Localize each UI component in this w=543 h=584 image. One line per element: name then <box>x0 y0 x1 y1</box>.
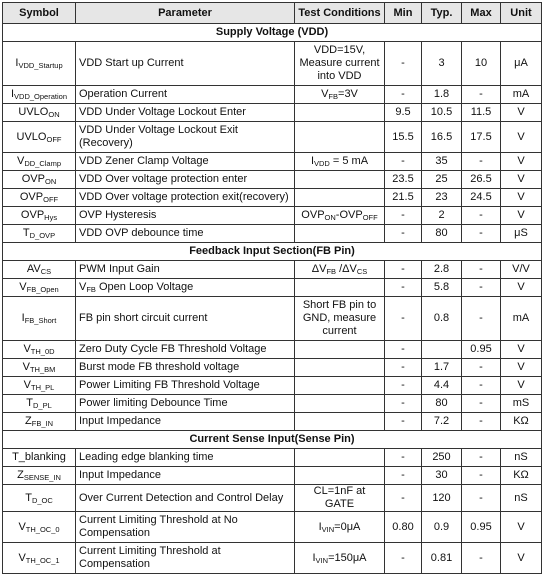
min-cell: - <box>385 543 422 574</box>
condition-cell: CL=1nF at GATE <box>295 485 385 512</box>
unit-cell: V <box>501 543 542 574</box>
typ-cell: 25 <box>422 171 462 189</box>
min-cell: - <box>385 261 422 279</box>
parameter-cell: VDD OVP debounce time <box>76 225 295 243</box>
typ-cell: 3 <box>422 42 462 86</box>
parameter-cell: VDD Zener Clamp Voltage <box>76 153 295 171</box>
table-row <box>3 543 542 574</box>
symbol-subscript: D_OC <box>31 495 53 505</box>
table-row <box>3 122 542 153</box>
condition-cell <box>295 395 385 413</box>
table-row <box>3 86 542 104</box>
electrical-characteristics-table <box>2 2 542 574</box>
symbol-subscript: TH_OC_0 <box>25 524 60 534</box>
parameter-cell: $V_{FB}$ Open Loop Voltage <box>76 279 295 297</box>
typ-cell: 0.9 <box>422 512 462 543</box>
min-cell: - <box>385 153 422 171</box>
symbol-subscript: TH_PL <box>31 383 55 392</box>
parameter-cell: Over Current Detection and Control Delay <box>76 485 295 512</box>
symbol-cell: $V_{DD\_Clamp}$ <box>3 153 76 171</box>
symbol-subscript: OFF <box>46 134 62 144</box>
parameter-cell: VDD Over voltage protection exit(recovery) <box>76 189 295 207</box>
min-cell: 9.5 <box>385 104 422 122</box>
table-row <box>3 467 542 485</box>
typ-cell: 35 <box>422 153 462 171</box>
symbol-subscript: OFF <box>43 195 59 204</box>
symbol-cell: $Z_{FB\_IN}$ <box>3 413 76 431</box>
typ-cell: 120 <box>422 485 462 512</box>
table-row <box>3 395 542 413</box>
min-cell: - <box>385 467 422 485</box>
condition-cell <box>295 377 385 395</box>
table-row <box>3 42 542 86</box>
condition-cell <box>295 341 385 359</box>
parameter-cell: Power limiting Debounce Time <box>76 395 295 413</box>
header-test-conditions: Test Conditions <box>295 3 385 24</box>
symbol-cell: $V_{TH\_OC\_1}$ <box>3 543 76 574</box>
min-cell: - <box>385 297 422 341</box>
subscript: ON <box>324 213 336 222</box>
symbol-subscript: VDD_Operation <box>14 92 67 101</box>
min-cell: - <box>385 279 422 297</box>
unit-cell: nS <box>501 449 542 467</box>
subscript: FB <box>86 285 96 294</box>
min-cell: - <box>385 207 422 225</box>
parameter-cell: Current Limiting Threshold at No Compensation <box>76 512 295 543</box>
symbol-cell: $AV_{CS}$ <box>3 261 76 279</box>
condition-cell: $\Delta V_{FB}$ $/\Delta V_{CS}$ <box>295 261 385 279</box>
subscript: FB <box>326 267 337 276</box>
min-cell: 23.5 <box>385 171 422 189</box>
max-cell: - <box>462 543 501 574</box>
symbol-subscript: TH_0D <box>30 347 55 356</box>
min-cell: 0.80 <box>385 512 422 543</box>
unit-cell: V <box>501 279 542 297</box>
max-cell: - <box>462 207 501 225</box>
max-cell: - <box>462 467 501 485</box>
table-row <box>3 171 542 189</box>
unit-cell: V <box>501 207 542 225</box>
symbol-subscript: TH_OC_1 <box>25 555 60 565</box>
typ-cell: 5.8 <box>422 279 462 297</box>
min-cell: - <box>385 341 422 359</box>
unit-cell: KΩ <box>501 413 542 431</box>
condition-cell: $I_{VDD} = 5$ mA <box>295 153 385 171</box>
parameter-cell: VDD Under Voltage Lockout Enter <box>76 104 295 122</box>
parameter-cell: PWM Input Gain <box>76 261 295 279</box>
max-cell: - <box>462 395 501 413</box>
parameter-cell: Input Impedance <box>76 413 295 431</box>
table-row <box>3 512 542 543</box>
min-cell: - <box>385 225 422 243</box>
header-row <box>3 3 542 24</box>
unit-cell: V <box>501 189 542 207</box>
table-body <box>3 24 542 574</box>
condition-cell: $V_{FB}=3V$ <box>295 86 385 104</box>
symbol-subscript: TH_BM <box>29 365 56 374</box>
symbol-cell: $V_{TH\_0D}$ <box>3 341 76 359</box>
min-cell: 21.5 <box>385 189 422 207</box>
max-cell: - <box>462 86 501 104</box>
table-row <box>3 449 542 467</box>
subscript: VDD <box>314 159 330 168</box>
symbol-cell: $I_{VDD\_Operation}$ <box>3 86 76 104</box>
symbol-cell: $OVP_{OFF}$ <box>3 189 76 207</box>
unit-cell: V/V <box>501 261 542 279</box>
unit-cell: nS <box>501 485 542 512</box>
typ-cell <box>422 341 462 359</box>
condition-cell: Short FB pin to GND, measure current <box>295 297 385 341</box>
header-unit: Unit <box>501 3 542 24</box>
typ-cell: 16.5 <box>422 122 462 153</box>
max-cell: - <box>462 279 501 297</box>
symbol-cell: T_blanking <box>3 449 76 467</box>
condition-cell <box>295 359 385 377</box>
table-row <box>3 485 542 512</box>
table-row <box>3 104 542 122</box>
parameter-cell: Burst mode FB threshold voltage <box>76 359 295 377</box>
condition-cell: $I_{VIN}=150\mu A$ <box>295 543 385 574</box>
condition-cell <box>295 189 385 207</box>
min-cell: - <box>385 42 422 86</box>
typ-cell: 1.8 <box>422 86 462 104</box>
condition-cell <box>295 449 385 467</box>
symbol-cell: $T_{D\_OVP}$ <box>3 225 76 243</box>
parameter-cell: FB pin short circuit current <box>76 297 295 341</box>
symbol-subscript: D_OVP <box>29 231 56 240</box>
subscript: VIN <box>315 555 329 565</box>
max-cell: - <box>462 413 501 431</box>
header-typ: Typ. <box>422 3 462 24</box>
condition-cell <box>295 171 385 189</box>
section-row <box>3 431 542 449</box>
min-cell: - <box>385 377 422 395</box>
max-cell: - <box>462 449 501 467</box>
symbol-cell: $V_{TH\_BM}$ <box>3 359 76 377</box>
symbol-subscript: FB_Short <box>24 316 57 325</box>
max-cell: - <box>462 153 501 171</box>
typ-cell: 7.2 <box>422 413 462 431</box>
symbol-subscript: DD_Clamp <box>24 159 62 168</box>
max-cell: - <box>462 377 501 395</box>
symbol-cell: $OVP_{Hys}$ <box>3 207 76 225</box>
typ-cell: 0.8 <box>422 297 462 341</box>
section-title: Supply Voltage (VDD) <box>3 24 542 42</box>
min-cell: - <box>385 413 422 431</box>
min-cell: 15.5 <box>385 122 422 153</box>
parameter-cell: Input Impedance <box>76 467 295 485</box>
min-cell: - <box>385 359 422 377</box>
symbol-subscript: VDD_Startup <box>18 61 63 70</box>
condition-cell: VDD=15V, Measure current into VDD <box>295 42 385 86</box>
condition-cell: $I_{VIN}=0\mu A$ <box>295 512 385 543</box>
unit-cell: V <box>501 122 542 153</box>
condition-cell <box>295 122 385 153</box>
condition-cell <box>295 104 385 122</box>
symbol-subscript: ON <box>44 177 57 186</box>
parameter-cell: Operation Current <box>76 86 295 104</box>
symbol-subscript: D_PL <box>32 401 52 410</box>
subscript: OFF <box>362 213 378 222</box>
min-cell: - <box>385 86 422 104</box>
table-row <box>3 377 542 395</box>
table-row <box>3 207 542 225</box>
symbol-cell: $UVLO_{ON}$ <box>3 104 76 122</box>
unit-cell: V <box>501 341 542 359</box>
min-cell: - <box>385 485 422 512</box>
table-row <box>3 225 542 243</box>
parameter-cell: Zero Duty Cycle FB Threshold Voltage <box>76 341 295 359</box>
unit-cell: mS <box>501 395 542 413</box>
typ-cell: 10.5 <box>422 104 462 122</box>
header-parameter: Parameter <box>76 3 295 24</box>
symbol-cell: $T_{D\_OC}$ <box>3 485 76 512</box>
max-cell: 26.5 <box>462 171 501 189</box>
header-min: Min <box>385 3 422 24</box>
subscript: CS <box>356 267 368 276</box>
parameter-cell: VDD Start up Current <box>76 42 295 86</box>
parameter-cell: VDD Over voltage protection enter <box>76 171 295 189</box>
max-cell: 0.95 <box>462 341 501 359</box>
unit-cell: KΩ <box>501 467 542 485</box>
unit-cell: mA <box>501 297 542 341</box>
symbol-subscript: FB_IN <box>31 419 53 428</box>
max-cell: - <box>462 485 501 512</box>
table-row <box>3 359 542 377</box>
symbol-subscript: CS <box>40 267 52 276</box>
typ-cell: 30 <box>422 467 462 485</box>
symbol-subscript: SENSE_IN <box>23 473 61 482</box>
max-cell: 17.5 <box>462 122 501 153</box>
parameter-cell: Power Limiting FB Threshold Voltage <box>76 377 295 395</box>
condition-cell: $OVP_{ON}-OVP_{OFF}$ <box>295 207 385 225</box>
table-row <box>3 297 542 341</box>
max-cell: 24.5 <box>462 189 501 207</box>
parameter-cell: Current Limiting Threshold at Compensation <box>76 543 295 574</box>
typ-cell: 2.8 <box>422 261 462 279</box>
unit-cell: mA <box>501 86 542 104</box>
max-cell: - <box>462 297 501 341</box>
typ-cell: 250 <box>422 449 462 467</box>
typ-cell: 80 <box>422 395 462 413</box>
parameter-cell: OVP Hysteresis <box>76 207 295 225</box>
max-cell: 11.5 <box>462 104 501 122</box>
condition-cell <box>295 279 385 297</box>
max-cell: - <box>462 359 501 377</box>
max-cell: - <box>462 225 501 243</box>
table-row <box>3 153 542 171</box>
parameter-cell: VDD Under Voltage Lockout Exit (Recovery) <box>76 122 295 153</box>
symbol-cell: $I_{VDD\_Startup}$ <box>3 42 76 86</box>
symbol-subscript: Hys <box>44 213 58 222</box>
typ-cell: 4.4 <box>422 377 462 395</box>
unit-cell: V <box>501 171 542 189</box>
typ-cell: 23 <box>422 189 462 207</box>
section-title: Current Sense Input(Sense Pin) <box>3 431 542 449</box>
condition-cell <box>295 225 385 243</box>
unit-cell: μS <box>501 225 542 243</box>
section-title: Feedback Input Section(FB Pin) <box>3 243 542 261</box>
symbol-cell: $Z_{SENSE\_IN}$ <box>3 467 76 485</box>
section-row <box>3 24 542 42</box>
header-symbol: Symbol <box>3 3 76 24</box>
symbol-cell: $T_{D\_PL}$ <box>3 395 76 413</box>
table-row <box>3 261 542 279</box>
unit-cell: V <box>501 153 542 171</box>
typ-cell: 0.81 <box>422 543 462 574</box>
header-max: Max <box>462 3 501 24</box>
condition-cell <box>295 467 385 485</box>
typ-cell: 2 <box>422 207 462 225</box>
unit-cell: V <box>501 104 542 122</box>
min-cell: - <box>385 395 422 413</box>
symbol-cell: $V_{TH\_PL}$ <box>3 377 76 395</box>
subscript: VIN <box>321 524 335 534</box>
typ-cell: 1.7 <box>422 359 462 377</box>
condition-cell <box>295 413 385 431</box>
symbol-cell: $V_{FB\_Open}$ <box>3 279 76 297</box>
symbol-cell: $I_{FB\_Short}$ <box>3 297 76 341</box>
symbol-subscript: ON <box>48 110 60 119</box>
typ-cell: 80 <box>422 225 462 243</box>
table-row <box>3 413 542 431</box>
max-cell: 10 <box>462 42 501 86</box>
unit-cell: μA <box>501 42 542 86</box>
max-cell: 0.95 <box>462 512 501 543</box>
min-cell: - <box>385 449 422 467</box>
table-row <box>3 279 542 297</box>
symbol-cell: $OVP_{ON}$ <box>3 171 76 189</box>
symbol-cell: $UVLO_{OFF}$ <box>3 122 76 153</box>
max-cell: - <box>462 261 501 279</box>
unit-cell: V <box>501 359 542 377</box>
unit-cell: V <box>501 377 542 395</box>
symbol-subscript: FB_Open <box>26 285 59 294</box>
parameter-cell: Leading edge blanking time <box>76 449 295 467</box>
table-row <box>3 189 542 207</box>
symbol-cell: $V_{TH\_OC\_0}$ <box>3 512 76 543</box>
table-row <box>3 341 542 359</box>
section-row <box>3 243 542 261</box>
unit-cell: V <box>501 512 542 543</box>
subscript: FB <box>328 92 339 101</box>
